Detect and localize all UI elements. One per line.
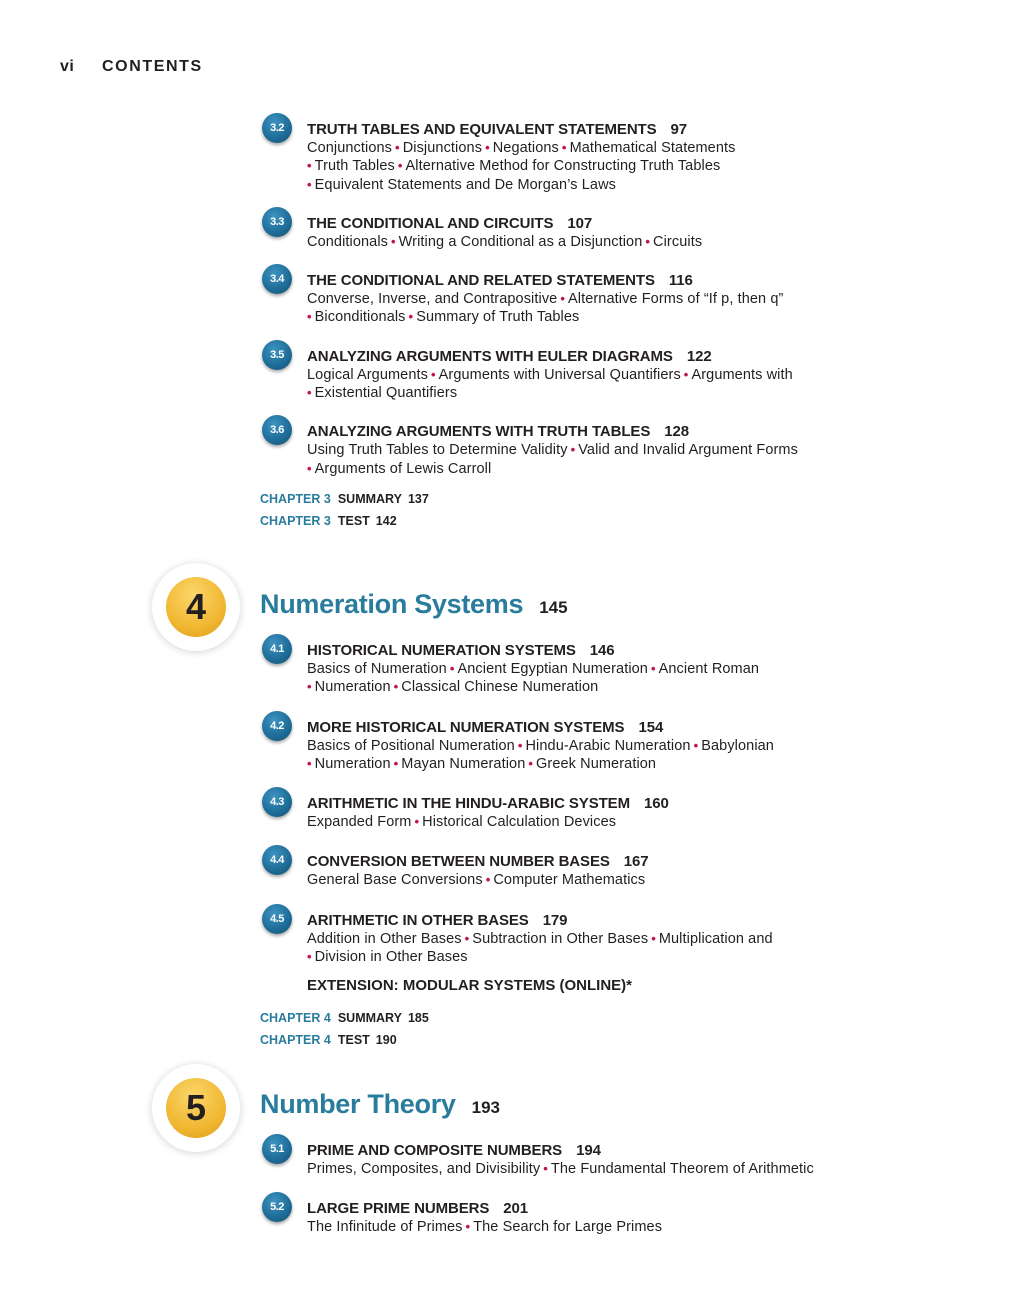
section-title: [307, 214, 900, 233]
toc-section-3-6[interactable]: [260, 422, 900, 478]
topic-line: [307, 948, 900, 966]
bullet-separator-icon: •: [397, 158, 403, 174]
section-title-text: MORE HISTORICAL NUMERATION SYSTEMS: [307, 718, 625, 736]
topic-item: The Infinitude of Primes: [307, 1219, 463, 1236]
bullet-separator-icon: •: [393, 755, 399, 771]
section-title-text: THE CONDITIONAL AND CIRCUITS: [307, 214, 554, 232]
topic-item: Classical Chinese Numeration: [401, 679, 599, 696]
topic-item: Greek Numeration: [536, 755, 657, 772]
page-number: 142: [375, 513, 397, 528]
topic-line: [307, 441, 900, 459]
chapter-page: 193: [471, 1098, 501, 1117]
topic-line: [307, 460, 900, 478]
bullet-separator-icon: •: [543, 1161, 548, 1176]
bullet-separator-icon: •: [560, 291, 565, 307]
chapter-number: 5: [166, 1078, 226, 1138]
topic-item: Converse, Inverse, and Contrapositive: [307, 291, 558, 308]
topic-item: Numeration: [314, 755, 391, 772]
section-title-text: LARGE PRIME NUMBERS: [307, 1200, 490, 1218]
toc-section-4-5[interactable]: [260, 911, 900, 967]
section-page: 154: [638, 718, 664, 736]
section-title-text: ARITHMETIC IN OTHER BASES: [307, 911, 529, 929]
chapter-page: 145: [539, 598, 568, 617]
topic-item: Addition in Other Bases: [307, 930, 462, 947]
topic-item: Alternative Forms of “If p, then q”: [567, 291, 784, 308]
topic-line: [307, 930, 900, 948]
topic-item: Conditionals: [307, 233, 388, 250]
topic-item: Existential Quantifiers: [314, 385, 458, 402]
topic-item: Basics of Numeration: [307, 661, 447, 677]
chapter-label: CHAPTER 4: [260, 1011, 331, 1026]
section-page: 122: [686, 347, 712, 365]
topic-line: [307, 871, 900, 889]
section-page: 116: [668, 272, 693, 290]
section-number-badge: 3.6: [262, 415, 292, 445]
bullet-separator-icon: •: [651, 930, 656, 946]
section-number-badge: 4.4: [262, 845, 292, 875]
chapter-title-text: Number Theory: [260, 1089, 456, 1119]
toc-section-3-3[interactable]: [260, 214, 900, 251]
section-number-badge: 3.3: [262, 207, 292, 237]
bullet-separator-icon: •: [645, 233, 651, 249]
topic-line: [307, 737, 900, 755]
bullet-separator-icon: •: [650, 661, 656, 676]
topic-line: [307, 1218, 900, 1236]
topic-line: [307, 813, 900, 831]
topic-item: Biconditionals: [314, 309, 406, 326]
chapter-label: CHAPTER 3: [260, 513, 331, 528]
chapter-3-summary-link[interactable]: [260, 488, 900, 510]
section-title-text: TRUTH TABLES AND EQUIVALENT STATEMENTS: [307, 121, 657, 138]
bullet-separator-icon: •: [431, 366, 436, 382]
topic-item: Alternative Method for Constructing Truth Tables: [405, 158, 721, 175]
bullet-separator-icon: •: [464, 930, 470, 946]
bullet-separator-icon: •: [485, 872, 491, 888]
chapter-4-badge: [152, 563, 240, 651]
page-number: 190: [375, 1033, 397, 1048]
section-page: 201: [503, 1200, 529, 1218]
bullet-separator-icon: •: [307, 309, 312, 325]
topic-item: Arguments with Universal Quantifiers: [438, 366, 681, 383]
bullet-separator-icon: •: [307, 158, 312, 174]
topic-item: Hindu-Arabic Numeration: [525, 737, 691, 754]
section-title: [307, 911, 900, 930]
topic-item: Truth Tables: [314, 158, 395, 175]
bullet-separator-icon: •: [517, 737, 523, 753]
section-number-badge: 3.4: [262, 264, 292, 294]
topic-item: Computer Mathematics: [493, 872, 646, 889]
topic-item: Arguments with: [691, 366, 793, 383]
chapter-5-badge: [152, 1064, 240, 1152]
chapter-number: 4: [166, 577, 226, 637]
page-title: CONTENTS: [102, 58, 203, 75]
topic-line: [307, 1160, 900, 1178]
bullet-separator-icon: •: [561, 140, 567, 155]
toc-section-5-2[interactable]: [260, 1199, 900, 1236]
bullet-separator-icon: •: [693, 737, 699, 753]
section-page: 146: [589, 642, 615, 659]
section-title-text: ANALYZING ARGUMENTS WITH EULER DIAGRAMS: [307, 347, 673, 365]
topic-item: Subtraction in Other Bases: [472, 930, 649, 947]
section-title: [307, 1141, 900, 1160]
section-title-text: ANALYZING ARGUMENTS WITH TRUTH TABLES: [307, 423, 651, 441]
topic-item: Logical Arguments: [307, 366, 428, 383]
bullet-separator-icon: •: [683, 366, 689, 382]
bullet-separator-icon: •: [528, 755, 534, 771]
bullet-separator-icon: •: [408, 309, 414, 325]
section-page: 160: [643, 795, 669, 813]
test-label: TEST: [337, 1033, 370, 1048]
section-page: 128: [664, 423, 689, 441]
topic-line: [307, 384, 900, 402]
bullet-separator-icon: •: [307, 755, 312, 771]
section-title-text: CONVERSION BETWEEN NUMBER BASES: [307, 853, 610, 871]
topic-item: Mayan Numeration: [401, 755, 526, 772]
section-title: [307, 718, 900, 737]
bullet-separator-icon: •: [414, 814, 420, 830]
topic-item: Historical Calculation Devices: [422, 814, 617, 831]
topic-item: Negations: [492, 140, 559, 156]
chapter-4-title[interactable]: [260, 589, 568, 620]
bullet-separator-icon: •: [307, 460, 312, 476]
chapter-3-test-link[interactable]: [260, 510, 900, 532]
bullet-separator-icon: •: [307, 949, 312, 965]
topic-item: Arguments of Lewis Carroll: [314, 460, 492, 477]
toc-section-4-4[interactable]: [260, 852, 900, 889]
topic-item: Equivalent Statements and De Morgan’s Laws: [314, 176, 617, 193]
section-number-badge: 5.1: [262, 1134, 292, 1164]
section-title-text: THE CONDITIONAL AND RELATED STATEMENTS: [307, 272, 655, 290]
bullet-separator-icon: •: [570, 442, 576, 458]
topic-line: [307, 157, 900, 175]
section-number-badge: 3.2: [262, 113, 292, 143]
toc-section-3-5[interactable]: [260, 347, 900, 403]
toc-section-3-2[interactable]: [260, 120, 900, 194]
section-title: [307, 422, 900, 441]
section-title: [307, 347, 900, 366]
topic-line: [307, 233, 900, 251]
topic-item: Basics of Positional Numeration: [307, 737, 515, 754]
chapter-4-test-link[interactable]: [260, 1029, 900, 1051]
summary-label: SUMMARY: [337, 491, 402, 506]
topic-item: Valid and Invalid Argument Forms: [578, 442, 798, 459]
topic-line: [307, 139, 900, 157]
bullet-separator-icon: •: [307, 176, 312, 192]
topic-item: Ancient Egyptian Numeration: [457, 661, 648, 677]
page-number: 137: [407, 491, 429, 506]
topic-item: Mathematical Statements: [569, 140, 736, 156]
section-page: 107: [567, 214, 593, 232]
section-title-text: HISTORICAL NUMERATION SYSTEMS: [307, 642, 576, 659]
topic-item: Expanded Form: [307, 814, 412, 831]
section-title: [307, 271, 900, 290]
section-page: 179: [542, 911, 568, 929]
section-number-badge: 4.1: [262, 634, 292, 664]
chapter-label: CHAPTER 4: [260, 1033, 331, 1048]
topic-line: [307, 366, 900, 384]
topic-item: Ancient Roman: [658, 661, 760, 677]
bullet-separator-icon: •: [395, 140, 400, 155]
section-title: [307, 852, 900, 871]
page-number: vi: [60, 58, 75, 75]
topic-line: [307, 660, 900, 678]
bullet-separator-icon: •: [307, 385, 312, 401]
topic-item: Circuits: [653, 233, 703, 250]
chapter-5-title[interactable]: [260, 1089, 500, 1120]
bullet-separator-icon: •: [465, 1219, 471, 1235]
section-number-badge: 5.2: [262, 1192, 292, 1222]
chapter-label: CHAPTER 3: [260, 491, 331, 506]
toc-section-3-4[interactable]: [260, 271, 900, 327]
toc-section-4-3[interactable]: [260, 794, 900, 831]
topic-line: [307, 290, 900, 308]
topic-line: [307, 176, 900, 194]
topic-item: Conjunctions: [307, 140, 393, 156]
chapter-title-text: Numeration Systems: [260, 589, 524, 619]
toc-section-4-2[interactable]: [260, 718, 900, 774]
page-header: [60, 58, 203, 76]
summary-label: SUMMARY: [337, 1011, 402, 1026]
chapter-4-summary-link[interactable]: [260, 1007, 900, 1029]
topic-line: [307, 755, 900, 773]
topic-item: Multiplication and: [658, 930, 773, 947]
topic-item: Primes, Composites, and Divisibility: [307, 1161, 541, 1177]
toc-section-5-1[interactable]: [260, 1141, 900, 1178]
section-title: [307, 641, 900, 660]
topic-item: Disjunctions: [402, 140, 483, 156]
section-number-badge: 4.2: [262, 711, 292, 741]
page-number: 185: [407, 1011, 429, 1026]
bullet-separator-icon: •: [449, 661, 455, 676]
section-title: [307, 794, 900, 813]
topic-item: Using Truth Tables to Determine Validity: [307, 442, 568, 459]
topic-item: Summary of Truth Tables: [416, 309, 580, 326]
toc-section-4-1[interactable]: [260, 641, 900, 697]
bullet-separator-icon: •: [307, 679, 312, 695]
extension-modular-systems[interactable]: EXTENSION: MODULAR SYSTEMS (ONLINE)*: [307, 977, 633, 995]
section-title-text: PRIME AND COMPOSITE NUMBERS: [307, 1142, 563, 1159]
bullet-separator-icon: •: [485, 140, 490, 155]
section-number-badge: 3.5: [262, 340, 292, 370]
section-title: [307, 1199, 900, 1218]
topic-item: Numeration: [314, 679, 391, 696]
topic-item: Babylonian: [701, 737, 774, 754]
chapter-3-section-list: [260, 120, 900, 532]
section-number-badge: 4.5: [262, 904, 292, 934]
test-label: TEST: [337, 513, 370, 528]
topic-item: General Base Conversions: [307, 872, 483, 889]
topic-line: [307, 308, 900, 326]
section-title-text: ARITHMETIC IN THE HINDU-ARABIC SYSTEM: [307, 795, 630, 813]
section-page: 194: [576, 1142, 601, 1159]
topic-item: Division in Other Bases: [314, 949, 468, 966]
bullet-separator-icon: •: [393, 679, 399, 695]
section-page: 97: [670, 121, 688, 138]
chapter-4-section-list: [260, 641, 900, 1051]
bullet-separator-icon: •: [391, 233, 396, 249]
chapter-5-section-list: [260, 1141, 900, 1237]
section-page: 167: [623, 853, 649, 871]
topic-item: The Fundamental Theorem of Arithmetic: [550, 1161, 814, 1177]
topic-item: Writing a Conditional as a Disjunction: [398, 233, 643, 250]
topic-line: [307, 678, 900, 696]
section-number-badge: 4.3: [262, 787, 292, 817]
topic-item: The Search for Large Primes: [473, 1219, 663, 1236]
section-title: [307, 120, 900, 139]
